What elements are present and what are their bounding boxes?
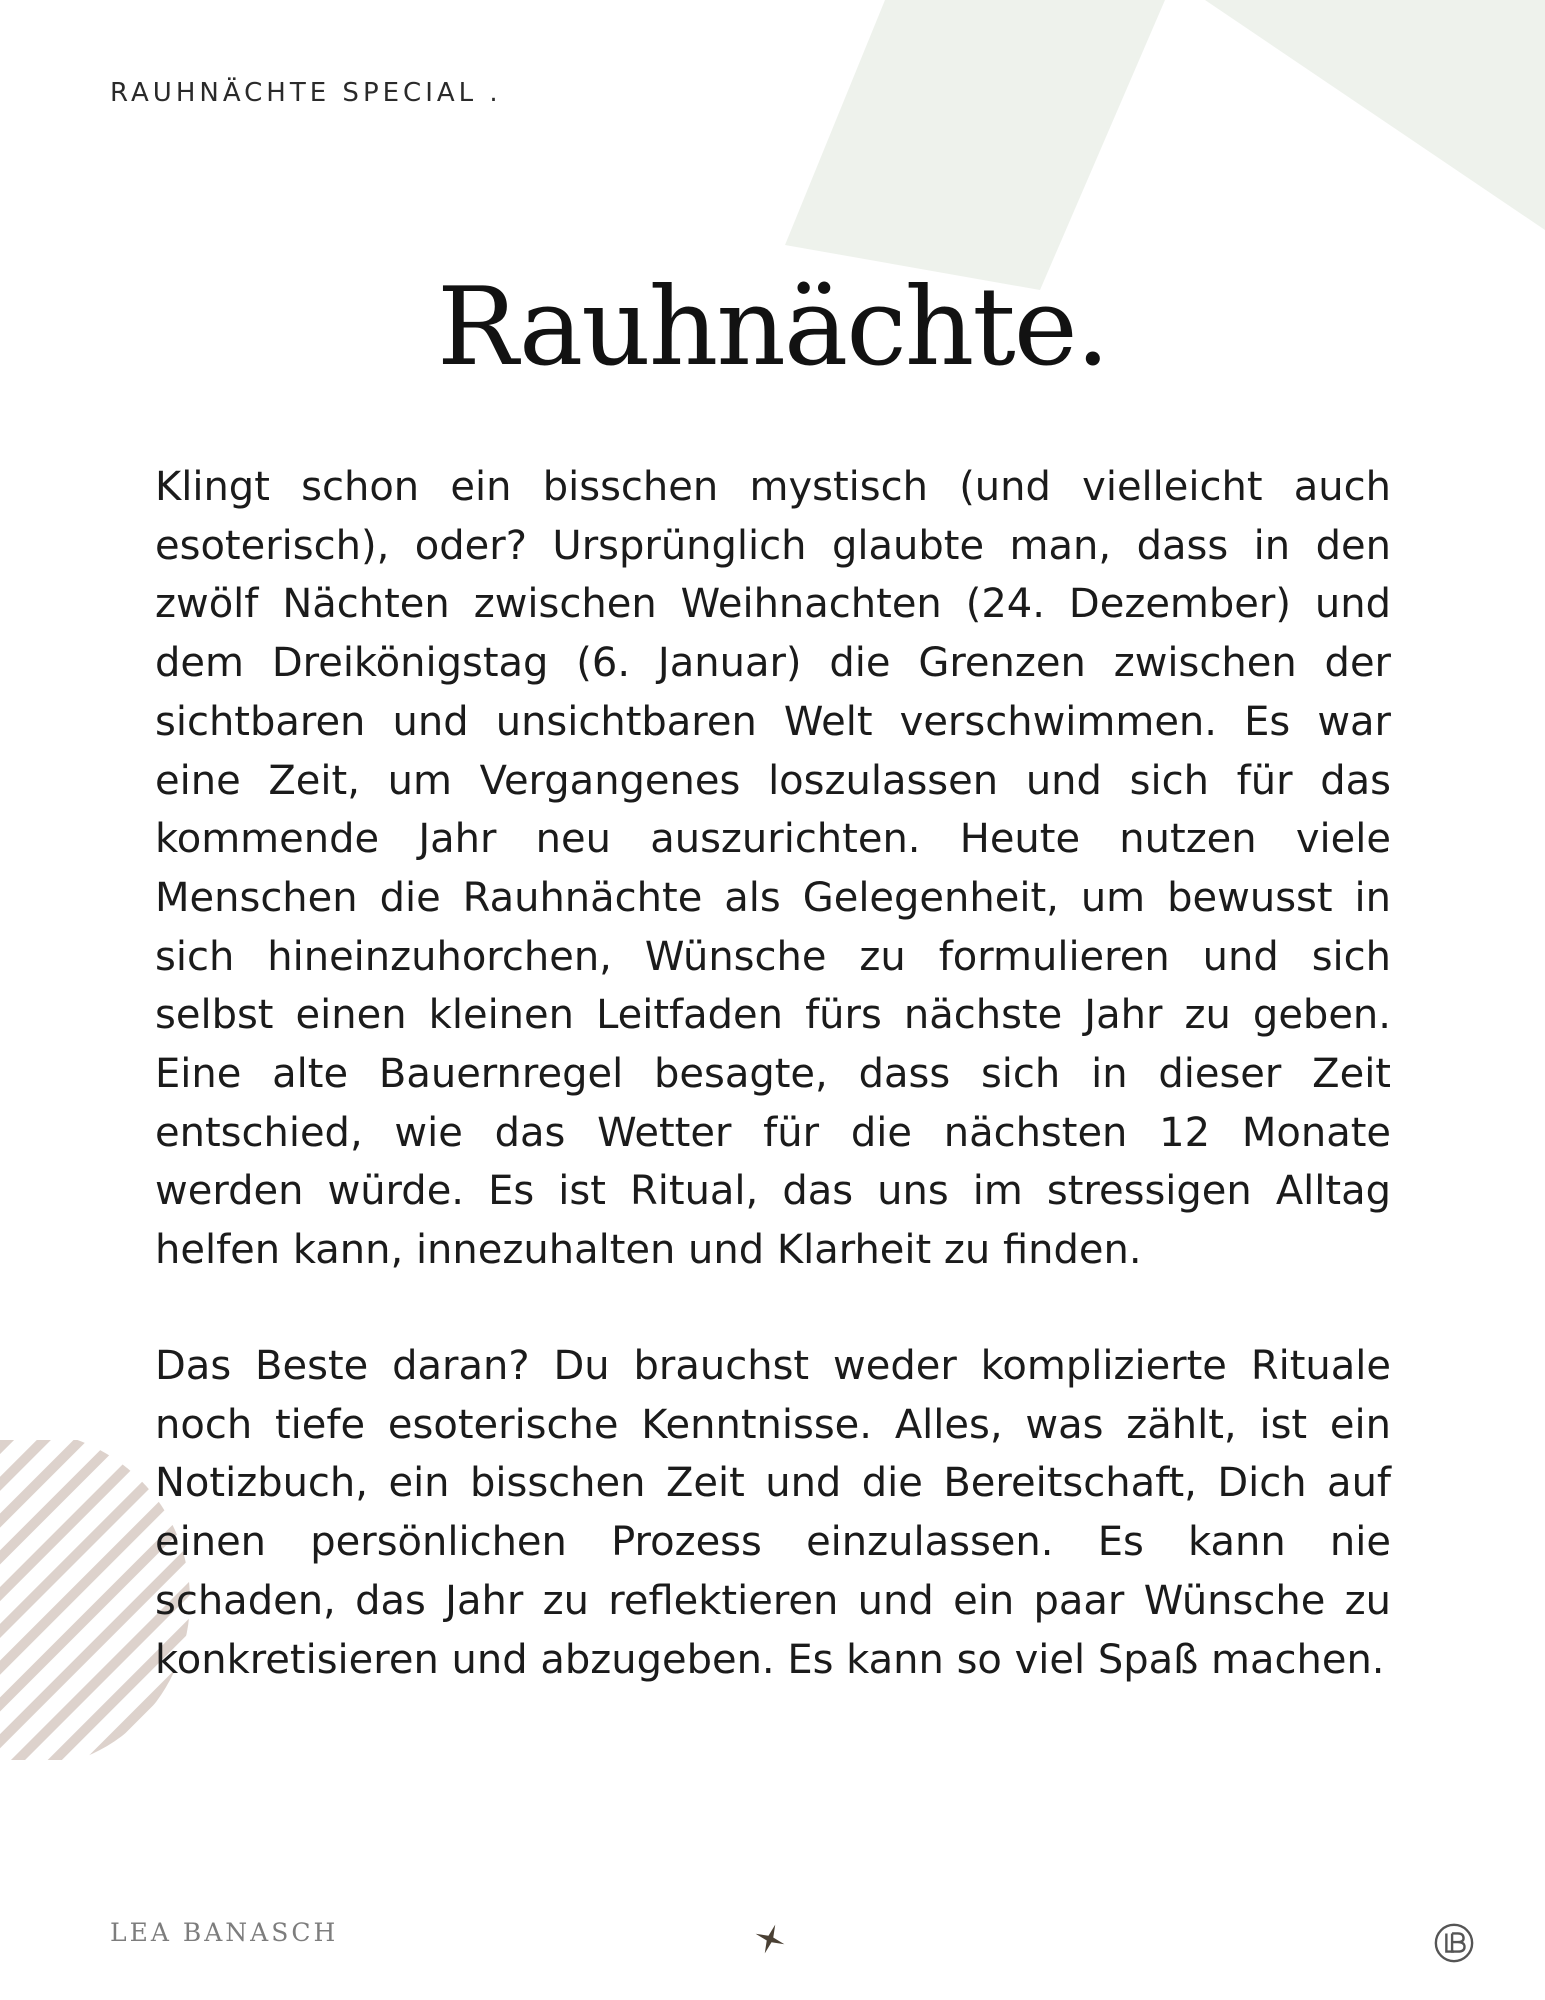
body-paragraph-2: Das Beste daran? Du brauchst weder komplizierte Rituale noch tiefe esoterische Kenntnisse. Alles, was zählt, ist ein Notizbuch, ein bisschen Zeit und die Bereitschaft, Dich auf einen persönlichen Prozess einzulassen. Es kann nie schaden, das Jahr zu reflektieren und ein paar Wünsche zu konkretisieren und abzugeben. Es kann so viel Spaß machen.: [155, 1343, 1391, 1683]
star-icon: [753, 1922, 787, 1956]
page-title: Rauhnächte.: [437, 265, 1108, 390]
header-label: RAUHNÄCHTE SPECIAL .: [110, 78, 502, 108]
lb-logo-icon: [1433, 1922, 1475, 1964]
body-paragraph-1: Klingt schon ein bisschen mystisch (und vielleicht auch esoterisch), oder? Ursprünglich glaubte man, dass in den zwölf Nächten zwischen Weihnachten (24. Dezember) und dem Dreikönigstag (6. Januar) die Grenzen zwischen der sichtbaren und unsichtbaren Welt verschwimmen. Es war eine Zeit, um Vergangenes loszulassen und sich für das kommende Jahr neu auszurichten. Heute nutzen viele Menschen die Rauhnächte als Gelegenheit, um bewusst in sich hineinzuhorchen, Wünsche zu formulieren und sich selbst einen kleinen Leitfaden fürs nächste Jahr zu geben. Eine alte Bauernregel besagte, dass sich in dieser Zeit entschied, wie das Wetter für die nächsten 12 Monate werden würde. Es ist Ritual, das uns im stressigen Alltag helfen kann, innezuhalten und Klarheit zu finden.: [155, 464, 1391, 1274]
footer-author: LEA BANASCH: [110, 1918, 339, 1947]
